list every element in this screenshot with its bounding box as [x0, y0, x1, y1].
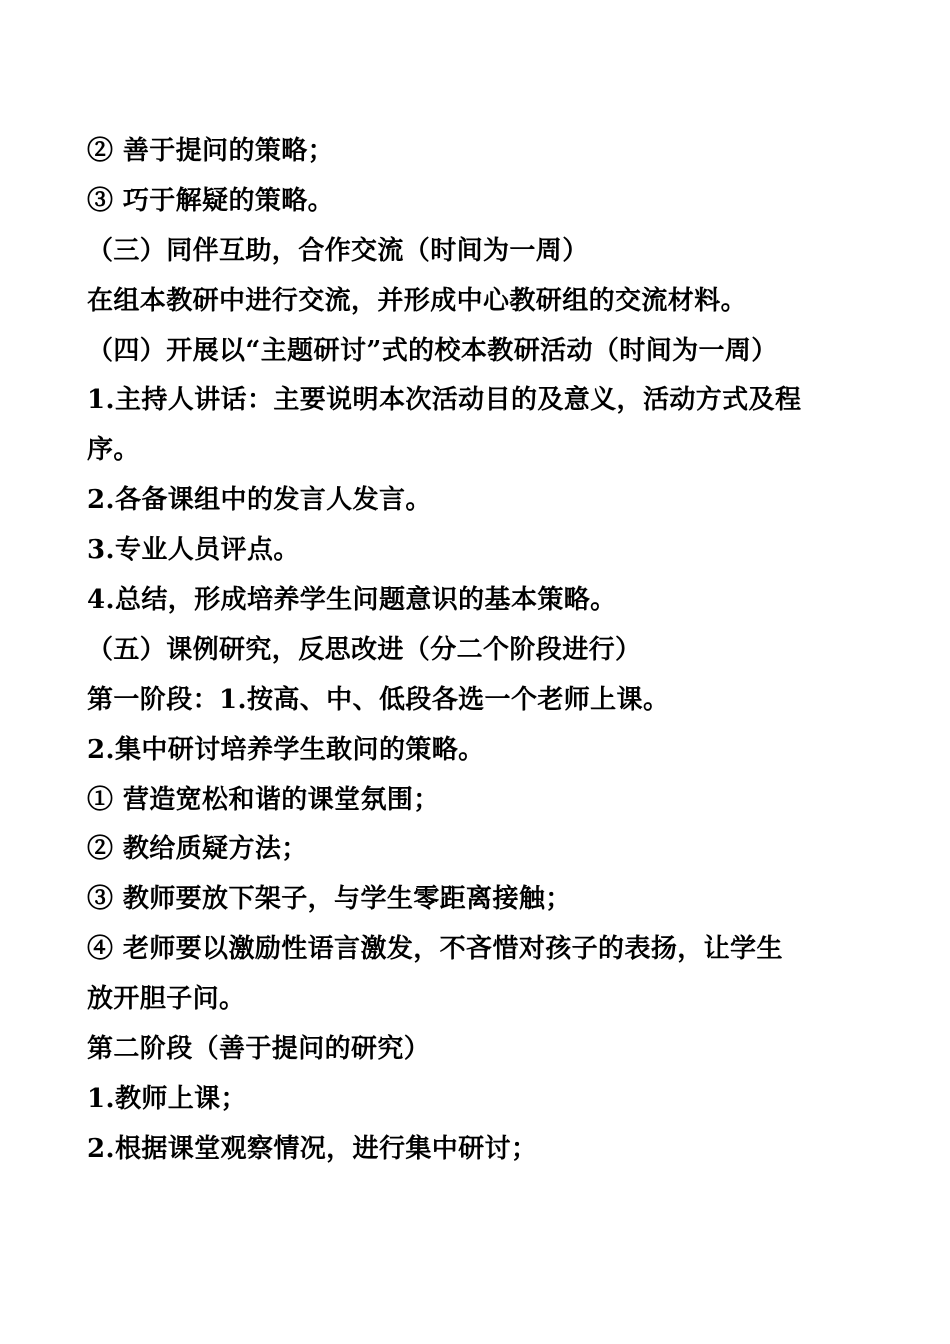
- strategy-item-4-continued: 放开胆子问。: [87, 984, 246, 1015]
- paragraph-line: 在组本教研中进行交流，并形成中心教研组的交流材料。: [87, 285, 748, 316]
- phase-two-step-1: 1.教师上课；: [87, 1083, 247, 1114]
- phase-one-step-2: 2.集中研讨培养学生敢问的策略。: [87, 734, 485, 765]
- step-item-1: 1.主持人讲话：主要说明本次活动目的及意义，活动方式及程: [87, 385, 802, 416]
- document-body: [87, 127, 877, 1175]
- step-item-4: 4.总结，形成培养学生问题意识的基本策略。: [87, 585, 617, 616]
- strategy-item-3: ③ 巧于解疑的策略。: [87, 185, 335, 216]
- step-item-2: 2.各备课组中的发言人发言。: [87, 485, 432, 516]
- strategy-item-2: ② 善于提问的策略；: [87, 136, 335, 166]
- strategy-item-1: ① 营造宽松和谐的课堂氛围；: [87, 784, 440, 815]
- section-heading-4: （四）开展以“主题研讨”式的校本教研活动（时间为一周）: [87, 335, 778, 366]
- phase-two-step-2: 2.根据课堂观察情况，进行集中研讨；: [87, 1133, 538, 1164]
- phase-two-heading: 第二阶段（善于提问的研究）: [87, 1034, 431, 1065]
- step-item-3: 3.专业人员评点。: [87, 535, 300, 566]
- section-heading-5: （五）课例研究，反思改进（分二个阶段进行）: [87, 634, 642, 665]
- strategy-item-3b: ③ 教师要放下架子，与学生零距离接触；: [87, 884, 572, 915]
- strategy-item-2b: ② 教给质疑方法；: [87, 834, 308, 865]
- step-item-1-continued: 序。: [87, 435, 140, 466]
- phase-one-line: 第一阶段：1.按高、中、低段各选一个老师上课。: [87, 684, 670, 715]
- strategy-item-4: ④ 老师要以激励性语言激发，不吝惜对孩子的表扬，让学生: [87, 934, 783, 965]
- section-heading-3: （三）同伴互助，合作交流（时间为一周）: [87, 235, 589, 266]
